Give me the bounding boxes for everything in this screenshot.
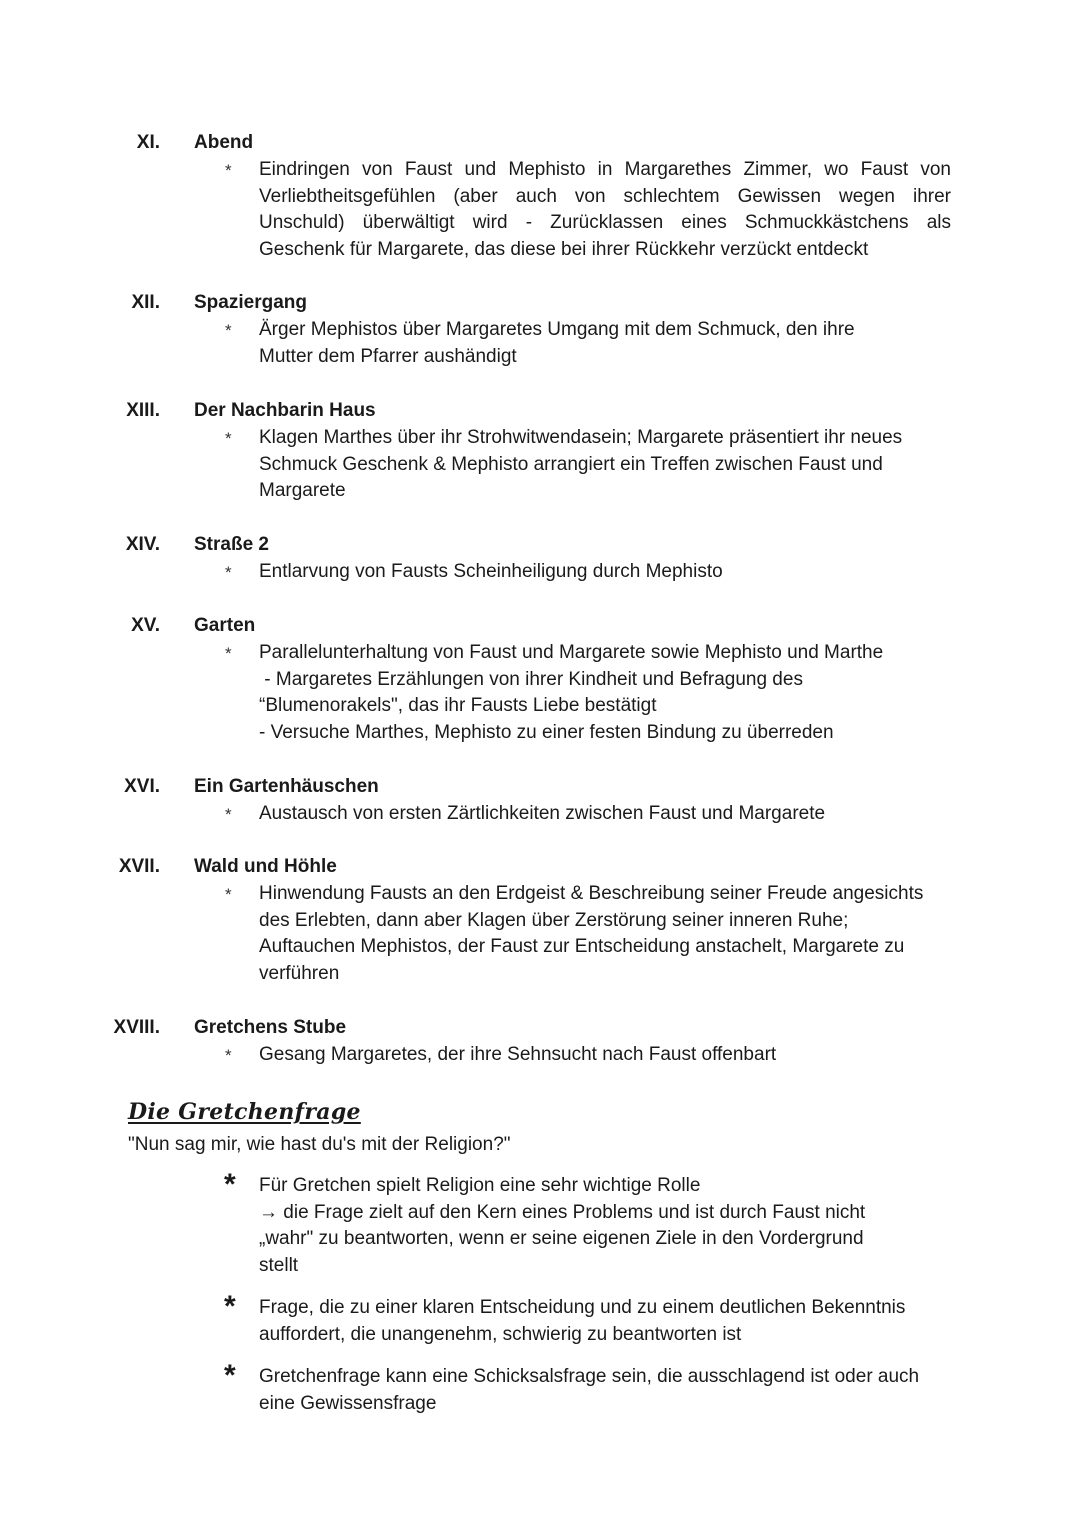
text-line: „wahr" zu beantworten, wenn er seine eigenen Ziele in den Vordergrund [259,1228,864,1249]
gretchenfrage-point [259,1295,951,1348]
scene-title: Garten [194,615,256,636]
text-line: → die Frage zielt auf den Kern eines Problems und ist durch Faust nicht [259,1201,866,1223]
bullet-star-icon: * [225,321,232,340]
text-line: eine Gewissensfrage [259,1392,437,1414]
scene-description [259,559,951,586]
scene-title: Abend [194,132,254,153]
text-line: Klagen Marthes über ihr Strohwitwendasein; Margarete präsentiert ihr neues [259,427,903,448]
bullet-star-icon: * [224,1290,236,1323]
text-line: Gretchenfrage kann eine Schicksalsfrage sein, die ausschlagend ist oder auch [259,1366,920,1387]
text-line: Auftauchen Mephistos, der Faust zur Entscheidung anstachelt, Margarete zu [259,936,905,957]
scene-numeral: XIV. [125,534,160,555]
text-line: Ärger Mephistos über Margaretes Umgang mit dem Schmuck, den ihre [259,319,855,340]
bullet-star-icon: * [225,805,232,824]
scene-numeral: XIII. [126,400,160,421]
bullet-star-icon: * [225,644,232,663]
scene-description [259,157,951,263]
gretchenfrage-quote: "Nun sag mir, wie hast du's mit der Religion?" [128,1134,511,1155]
gretchenfrage-point [259,1173,951,1279]
scene-numeral: XVII. [118,856,160,877]
text-line: Frage, die zu einer klaren Entscheidung und zu einem deutlichen Bekenntnis [259,1297,906,1318]
scene-title: Wald und Höhle [194,856,337,877]
section-heading-gretchenfrage: Die Gretchenfrage [128,1099,361,1125]
scene-numeral: XI. [136,132,160,153]
text-line: verführen [259,962,340,984]
text-line: Parallelunterhaltung von Faust und Margarete sowie Mephisto und Marthe [259,642,884,663]
text-line: Unschuld) überwältigt wird - Zurücklassen eines Schmuckkästchens als [259,212,951,233]
text-line: Mutter dem Pfarrer aushändigt [259,345,517,367]
scene-title: Ein Gartenhäuschen [194,776,379,797]
scene-numeral: XV. [131,615,160,636]
scene-numeral: XVIII. [113,1017,160,1038]
text-line: Für Gretchen spielt Religion eine sehr wichtige Rolle [259,1175,701,1196]
scene-title: Spaziergang [194,292,307,313]
scene-title: Gretchens Stube [194,1017,347,1038]
text-line: stellt [259,1254,299,1276]
text-line: des Erlebten, dann aber Klagen über Zerstörung seiner inneren Ruhe; [259,909,849,931]
scene-title: Straße 2 [194,534,269,555]
text-line: Margarete [259,480,346,501]
bullet-star-icon: * [225,563,232,582]
scene-description [259,801,951,828]
text-line: Hinwendung Fausts an den Erdgeist & Beschreibung seiner Freude angesichts [259,883,924,904]
text-line: “Blumenorakels", das ihr Fausts Liebe bestätigt [259,695,657,716]
scene-description [259,1042,951,1069]
text-line: Austausch von ersten Zärtlichkeiten zwischen Faust und Margarete [259,803,826,824]
scene-description [259,425,951,505]
bullet-star-icon: * [225,885,232,904]
text-line: Verliebtheitsgefühlen (aber auch von schlechtem Gewissen wegen ihrer [259,185,951,207]
text-line: Schmuck Geschenk & Mephisto arrangiert ein Treffen zwischen Faust und [259,453,883,475]
scene-description [259,881,951,987]
bullet-star-icon: * [225,1046,232,1065]
bullet-star-icon: * [225,161,232,180]
bullet-star-icon: * [225,429,232,448]
text-line: - Versuche Marthes, Mephisto zu einer festen Bindung zu überreden [259,721,834,743]
text-line: auffordert, die unangenehm, schwierig zu beantworten ist [259,1323,742,1345]
text-line: Eindringen von Faust und Mephisto in Margarethes Zimmer, wo Faust von [259,159,951,180]
bullet-star-icon: * [224,1168,236,1201]
text-line: Entlarvung von Fausts Scheinheiligung durch Mephisto [259,561,723,582]
text-line: Geschenk für Margarete, das diese bei ihrer Rückkehr verzückt entdeckt [259,238,869,260]
scene-description [259,317,951,370]
scene-title: Der Nachbarin Haus [194,400,376,421]
scene-numeral: XII. [131,292,160,313]
bullet-star-icon: * [224,1359,236,1392]
text-line: - Margaretes Erzählungen von ihrer Kindheit und Befragung des [259,668,803,690]
scene-numeral: XVI. [124,776,160,797]
gretchenfrage-point [259,1364,951,1417]
scene-description [259,640,951,746]
text-line: Gesang Margaretes, der ihre Sehnsucht nach Faust offenbart [259,1044,777,1065]
